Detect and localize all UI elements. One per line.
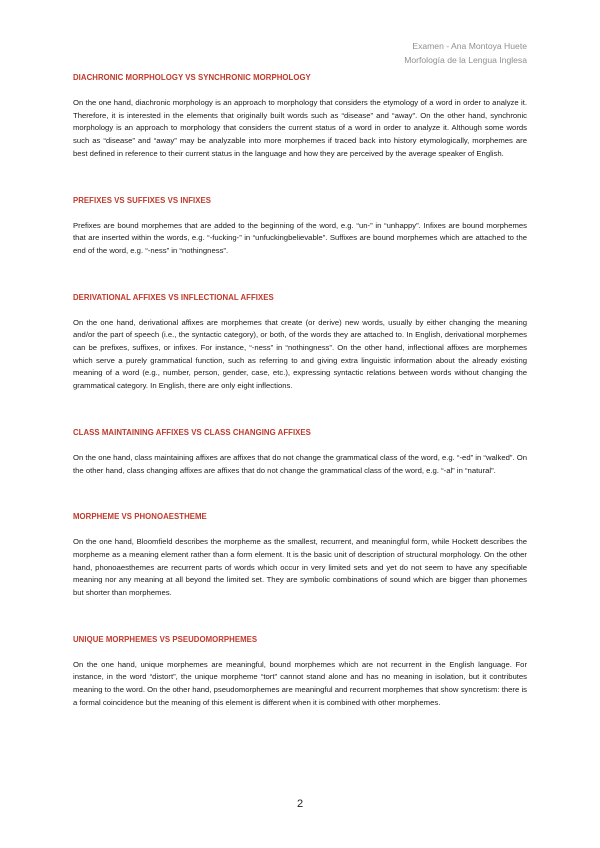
section-heading: CLASS MAINTAINING AFFIXES VS CLASS CHANGING AFFIXES [73,427,311,437]
section-heading: DERIVATIONAL AFFIXES VS INFLECTIONAL AFFIXES [73,292,274,302]
page-header [404,39,527,67]
section-morpheme-phonoaestheme [73,511,527,600]
section-paragraph: On the one hand, derivational affixes are morphemes that create (or derive) new words, usually by either changing the meaning and/or the part of speech (i.e., the syntactic category), or both, of the words they are attached to. In English, derivational morphemes can be prefixes, suffixes, or infixes. For instance, “-ness” in “nothingness”. On the other hand, inflectional affixes are morphemes which serve a purely grammatical function, such as referring to and giving extra linguistic information about the already existing meaning of a word (e.g., number, person, gender, case, etc.), expressing syntactic relations between words without changing the grammatical category. In English, there are only eight inflections. [73,317,527,391]
header-author: Examen - Ana Montoya Huete [412,41,527,51]
section-derivational-inflectional [73,292,527,393]
section-diachronic-synchronic [73,72,527,161]
section-unique-pseudomorphemes [73,634,527,710]
section-paragraph: On the one hand, class maintaining affixes are affixes that do not change the grammatical class of the word, e.g. “-ed” in “walked”. On the other hand, class changing affixes are affixes that do not change the grammatical class of the word, e.g. “-al” in “natural”. [73,452,527,475]
header-course: Morfología de la Lengua Inglesa [404,55,527,65]
document-body [73,72,527,744]
section-prefixes-suffixes-infixes [73,195,527,258]
section-heading: MORPHEME VS PHONOAESTHEME [73,512,207,522]
section-paragraph: On the one hand, diachronic morphology is an approach to morphology that considers the etymology of a word in order to analyze it. Therefore, it is interested in the elements that originally built words such as “disease” and “away”. On the other hand, synchronic morphology is an approach to morphology that considers the current status of a word in order to analyze it. Although some words such as “disease” and “away” may be analyzable into more morphemes if traced back into history etymologically, morphemes are best defined in reference to their current status in the language and how they are perceived by the average speaker of English. [73,98,527,158]
section-heading: UNIQUE MORPHEMES VS PSEUDOMORPHEMES [73,634,258,644]
section-heading: PREFIXES VS SUFFIXES VS INFIXES [73,195,212,205]
section-class-maintaining-changing [73,427,527,477]
section-paragraph: Prefixes are bound morphemes that are added to the beginning of the word, e.g. “un-” in “unhappy”. Infixes are bound morphemes that are inserted within the words, e.g. “-fucking-” in “unfuckingbelievable”. Suffixes are bound morphemes which are attached to the end of the word, e.g. “-ness” in “nothingness”. [73,220,527,255]
section-paragraph: On the one hand, Bloomfield describes the morpheme as the smallest, recurrent, and meaningful form, while Hockett describes the morpheme as a meaning element rather than a form element. It is the basic unit of description of structural morphology. On the other hand, phonoaesthemes are recurrent parts of words which occur in very limited sets and yet do not seem to have any specifiable meaning nor any meaning at all beyond the limited set. They are symbolic combinations of sound which are bigger than phonemes but shorter than morphemes. [73,537,527,598]
page-number: 2 [296,798,304,810]
section-heading: DIACHRONIC MORPHOLOGY VS SYNCHRONIC MORPHOLOGY [73,73,311,82]
section-paragraph: On the one hand, unique morphemes are meaningful, bound morphemes which are not recurrent in the English language. For instance, in the word “distort”, the unique morpheme “tort” cannot stand alone and has no meaning in isolation, but it contributes meaning to the word. On the other hand, pseudomorphemes are meaningful and recurrent morphemes that show syncretism: there is a formal coincidence but the meaning of this element is different when it is combined with other morphemes. [73,659,527,707]
